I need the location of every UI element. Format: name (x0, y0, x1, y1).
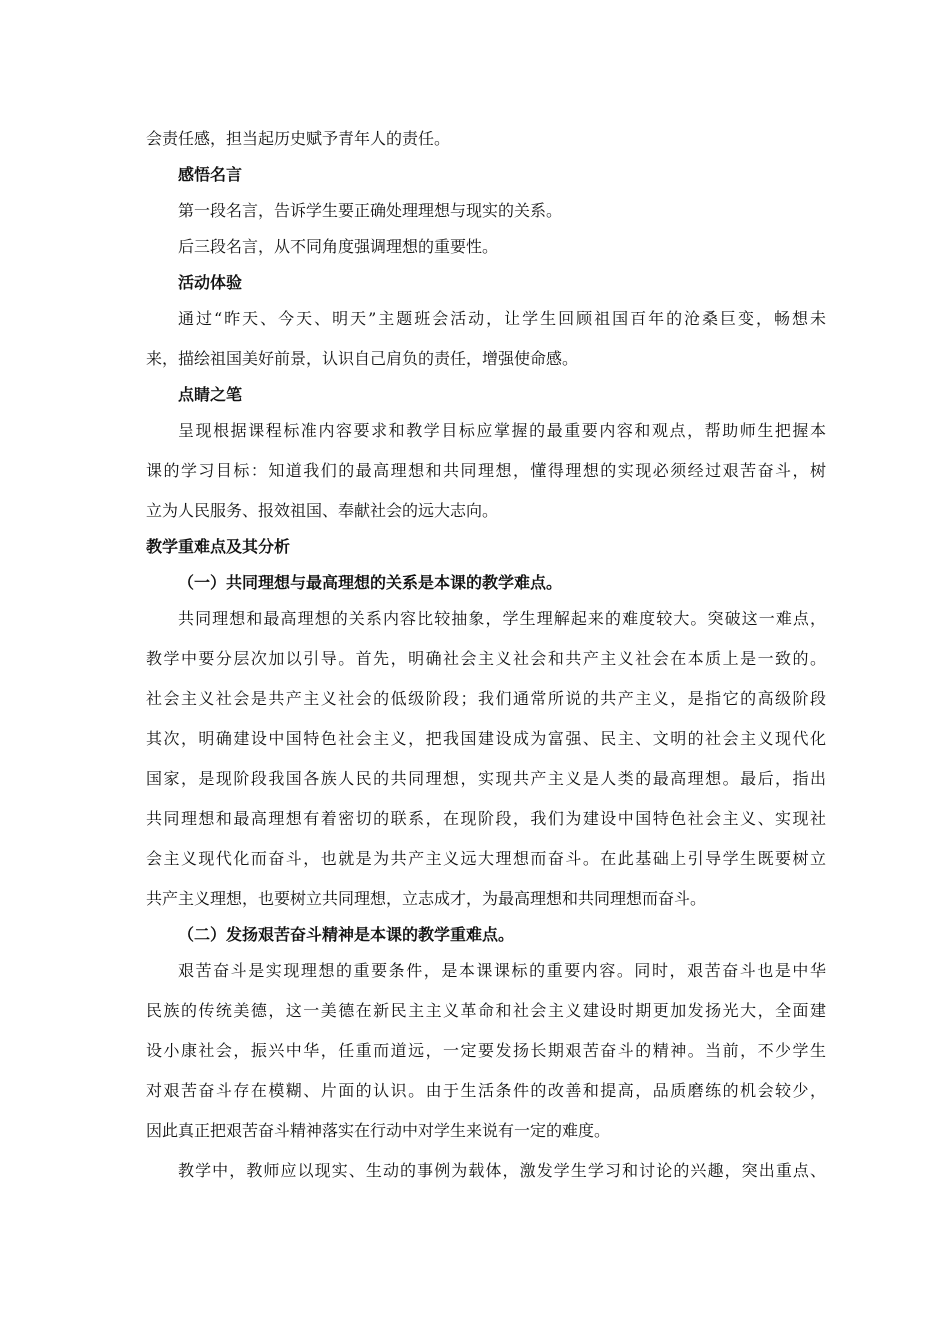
activity-line-1: 通过“昨天、今天、明天”主题班会活动，让学生回顾祖国百年的沧桑巨变，畅想未 (178, 309, 826, 328)
point1-line-7: 会主义现代化而奋斗，也就是为共产主义远大理想而奋斗。在此基础上引导学生既要树立 (146, 849, 826, 868)
point1-line-1: 共同理想和最高理想的关系内容比较抽象，学生理解起来的难度较大。突破这一难点， (178, 609, 826, 628)
quotes-line-1: 第一段名言，告诉学生要正确处理理想与现实的关系。 (178, 201, 563, 220)
summary-heading: 点睛之笔 (178, 385, 243, 404)
point2-last-line: 教学中，教师应以现实、生动的事例为载体，激发学生学习和讨论的兴趣，突出重点、 (178, 1161, 826, 1180)
point2-line-3: 设小康社会，振兴中华，任重而道远，一定要发扬长期艰苦奋斗的精神。当前，不少学生 (146, 1041, 826, 1060)
point1-line-8: 共产主义理想，也要树立共同理想，立志成才，为最高理想和共同理想而奋斗。 (146, 889, 707, 908)
point2-line-5: 因此真正把艰苦奋斗精神落实在行动中对学生来说有一定的难度。 (146, 1121, 611, 1140)
activity-line-2: 来，描绘祖国美好前景，认识自己肩负的责任，增强使命感。 (146, 349, 579, 368)
point2-line-2: 民族的传统美德，这一美德在新民主主义革命和社会主义建设时期更加发扬光大，全面建 (146, 1001, 826, 1020)
point1-line-5: 国家，是现阶段我国各族人民的共同理想，实现共产主义是人类的最高理想。最后，指出 (146, 769, 826, 788)
point1-line-2: 教学中要分层次加以引导。首先，明确社会主义社会和共产主义社会在本质上是一致的。 (146, 649, 826, 668)
point1-line-3: 社会主义社会是共产主义社会的低级阶段；我们通常所说的共产主义，是指它的高级阶段 (146, 689, 826, 708)
quotes-line-2: 后三段名言，从不同角度强调理想的重要性。 (178, 237, 499, 256)
quotes-heading: 感悟名言 (178, 165, 243, 184)
point1-line-6: 共同理想和最高理想有着密切的联系，在现阶段，我们为建设中国特色社会主义、实现社 (146, 809, 826, 828)
point2-line-4: 对艰苦奋斗存在模糊、片面的认识。由于生活条件的改善和提高，品质磨练的机会较少， (146, 1081, 826, 1100)
activity-heading: 活动体验 (178, 273, 243, 292)
summary-line-1: 呈现根据课程标准内容要求和教学目标应掌握的最重要内容和观点，帮助师生把握本 (178, 421, 826, 440)
key-points-heading: 教学重难点及其分析 (146, 537, 291, 556)
intro-tail-text: 会责任感，担当起历史赋予青年人的责任。 (146, 129, 451, 148)
summary-line-2: 课的学习目标：知道我们的最高理想和共同理想，懂得理想的实现必须经过艰苦奋斗，树 (146, 461, 826, 480)
point1-line-4: 其次，明确建设中国特色社会主义，把我国建设成为富强、民主、文明的社会主义现代化 (146, 729, 826, 748)
point2-line-1: 艰苦奋斗是实现理想的重要条件，是本课课标的重要内容。同时，艰苦奋斗也是中华 (178, 961, 826, 980)
point2-heading: （二）发扬艰苦奋斗精神是本课的教学重难点。 (178, 925, 515, 944)
summary-line-3: 立为人民服务、报效祖国、奉献社会的远大志向。 (146, 501, 499, 520)
point1-heading: （一）共同理想与最高理想的关系是本课的教学难点。 (178, 573, 563, 592)
